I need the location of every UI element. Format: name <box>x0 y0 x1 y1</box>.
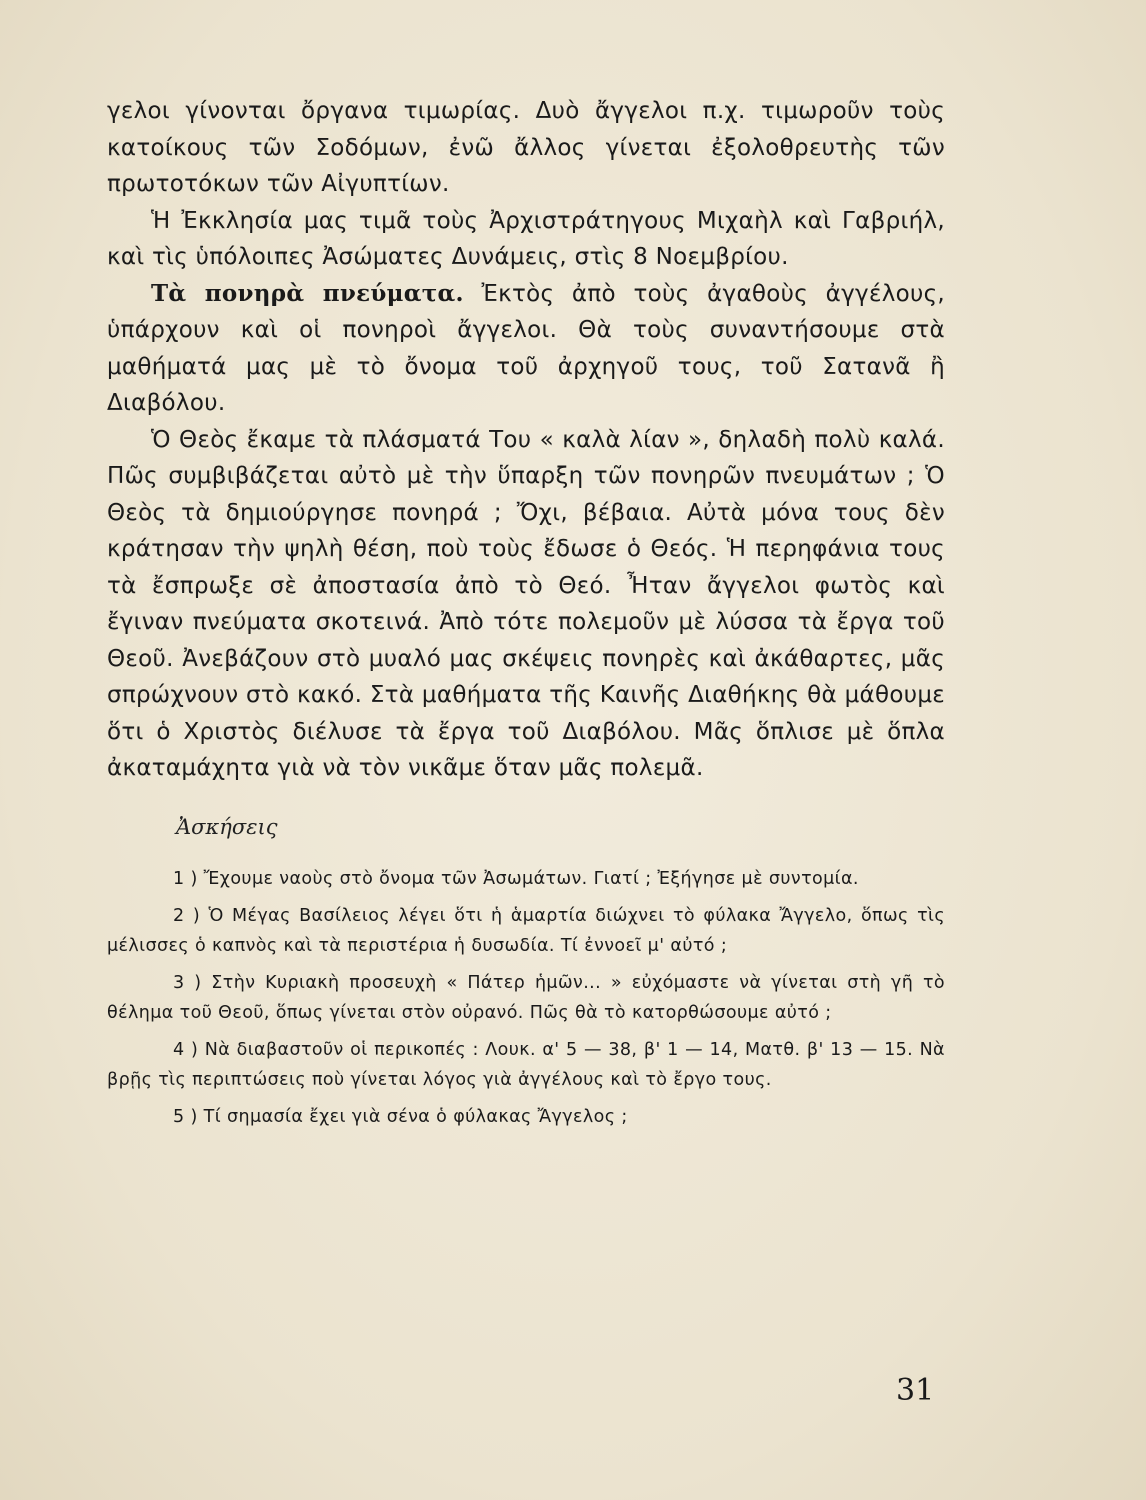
exercises-list <box>107 864 945 1138</box>
paragraph-3 <box>107 276 945 422</box>
exercise-item: 5 ) Τί σημασία ἔχει γιὰ σένα ὁ φύλακας Ἄγγελος ; <box>173 1106 628 1127</box>
exercise-item: 1 ) Ἔχουμε ναοὺς στὸ ὄνομα τῶν Ἀσωμάτων. Γιατί ; Ἐξήγησε μὲ συντομία. <box>173 869 859 889</box>
main-text <box>107 93 945 787</box>
section-heading: Τὰ πονηρὰ πνεύματα. <box>151 279 464 307</box>
paragraph-3-text: Ἐκτὸς ἀπὸ τοὺς ἀγαθοὺς ἀγγέλους, ὑπάρχουν καὶ οἱ πονηροὶ ἄγγελοι. Θὰ τοὺς συναντήσουμε στὰ μαθήματά μας μὲ τὸ ὄνομα τοῦ ἀρχηγοῦ τους, τοῦ Σατανᾶ ἢ Διαβόλου. <box>107 280 945 416</box>
exercises-title: Ἀσκήσεις <box>176 815 278 839</box>
exercise-item: 3 ) Στὴν Κυριακὴ προσευχὴ « Πάτερ ἡμῶν... » εὐχόμαστε νὰ γίνεται στὴ γῆ τὸ θέλημα τοῦ Θεοῦ, ὅπως γίνεται στὸν οὐρανό. Πῶς θὰ τὸ κατορθώσουμε αὐτό ; <box>107 972 945 1023</box>
paragraph-2: Ἡ Ἐκκλησία μας τιμᾶ τοὺς Ἀρχιστράτηγους Μιχαὴλ καὶ Γαβριήλ, καὶ τὶς ὑπόλοιπες Ἀσώματες Δυνάμεις, στὶς 8 Νοεμβρίου. <box>107 207 945 270</box>
paragraph-4: Ὁ Θεὸς ἔκαμε τὰ πλάσματά Του « καλὰ λίαν », δηλαδὴ πολὺ καλά. Πῶς συμβιβάζεται αὐτὸ μὲ τὴν ὕπαρξη τῶν πονηρῶν πνευμάτων ; Ὁ Θεὸς τὰ δημιούργησε πονηρά ; Ὄχι, βέβαια. Αὐτὰ μόνα τους δὲν κράτησαν τὴν ψηλὴ θέση, ποὺ τοὺς ἔδωσε ὁ Θεός. Ἡ περηφάνια τους τὰ ἔσπρωξε σὲ ἀποστασία ἀπὸ τὸ Θεό. Ἦταν ἄγγελοι φωτὸς καὶ ἔγιναν πνεύματα σκοτεινά. Ἀπὸ τότε πολεμοῦν μὲ λύσσα τὰ ἔργα τοῦ Θεοῦ. Ἀνεβάζουν στὸ μυαλό μας σκέψεις πονηρὲς καὶ ἀκάθαρτες, μᾶς σπρώχνουν στὸ κακό. Στὰ μαθήματα τῆς Καινῆς Διαθήκης θὰ μάθουμε ὅτι ὁ Χριστὸς διέλυσε τὰ ἔργα τοῦ Διαβόλου. Μᾶς ὅπλισε μὲ ὅπλα ἀκαταμάχητα γιὰ νὰ τὸν νικᾶμε ὅταν μᾶς πολεμᾶ. <box>107 426 945 781</box>
exercise-item: 2 ) Ὁ Μέγας Βασίλειος λέγει ὅτι ἡ ἁμαρτία διώχνει τὸ φύλακα Ἄγγελο, ὅπως τὶς μέλισσες ὁ καπνὸς καὶ τὰ περιστέρια ἡ δυσωδία. Τί ἐννοεῖ μ' αὐτό ; <box>107 905 945 956</box>
paragraph-1: γελοι γίνονται ὄργανα τιμωρίας. Δυὸ ἄγγελοι π.χ. τιμωροῦν τοὺς κατοίκους τῶν Σοδόμων, ἐνῶ ἄλλος γίνεται ἐξολοθρευτὴς τῶν πρωτοτόκων τῶν Αἰγυπτίων. <box>107 98 945 197</box>
page-number: 31 <box>896 1373 935 1408</box>
exercise-item: 4 ) Νὰ διαβαστοῦν οἱ περικοπές : Λουκ. α' 5 — 38, β' 1 — 14, Ματθ. β' 13 — 15. Νὰ βρῇς τὶς περιπτώσεις ποὺ γίνεται λόγος γιὰ ἀγγέλους καὶ τὸ ἔργο τους. <box>107 1039 945 1090</box>
